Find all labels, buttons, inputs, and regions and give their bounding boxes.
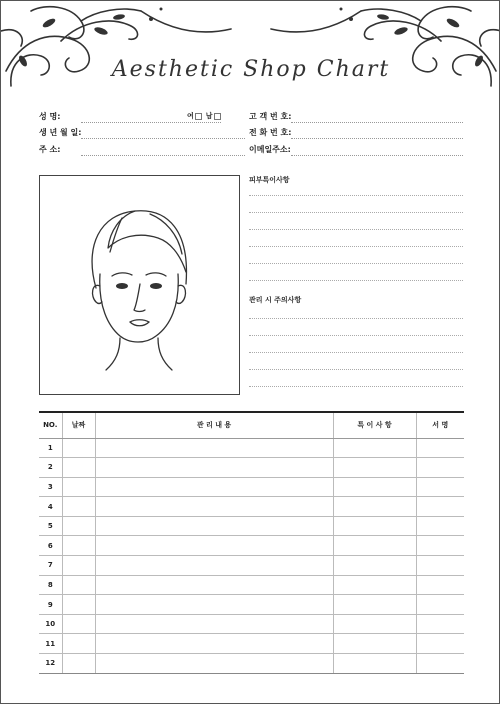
signature-cell[interactable] (416, 556, 464, 576)
remarks-cell[interactable] (333, 477, 416, 497)
header-no: NO. (39, 412, 62, 438)
birthdate-line (81, 138, 245, 139)
remarks-cell[interactable] (333, 536, 416, 556)
row-number-cell: 7 (39, 556, 62, 576)
remarks-cell[interactable] (333, 614, 416, 634)
treatment-cell[interactable] (95, 634, 333, 654)
skin-note-line[interactable] (249, 229, 463, 230)
row-number-cell: 12 (39, 654, 62, 674)
date-cell[interactable] (62, 556, 95, 576)
date-cell[interactable] (62, 654, 95, 674)
row-number-cell: 10 (39, 614, 62, 634)
remarks-cell[interactable] (333, 516, 416, 536)
email-line (291, 155, 463, 156)
treatment-cell[interactable] (95, 516, 333, 536)
phone-field[interactable] (249, 125, 463, 141)
header-remarks: 특 이 사 항 (333, 412, 416, 438)
table-row (39, 536, 464, 556)
signature-cell[interactable] (416, 575, 464, 595)
header-treatment: 관 리 내 용 (95, 412, 333, 438)
remarks-cell[interactable] (333, 595, 416, 615)
treatment-cell[interactable] (95, 477, 333, 497)
signature-cell[interactable] (416, 438, 464, 458)
treatment-cell[interactable] (95, 497, 333, 517)
phone-line (291, 138, 463, 139)
treatment-cell[interactable] (95, 458, 333, 478)
row-number-cell: 9 (39, 595, 62, 615)
date-cell[interactable] (62, 477, 95, 497)
birthdate-label: 생 년 월 일: (39, 128, 82, 137)
care-note-line[interactable] (249, 352, 463, 353)
remarks-cell[interactable] (333, 458, 416, 478)
treatment-cell[interactable] (95, 654, 333, 674)
name-label: 성 명: (39, 112, 61, 121)
row-number-cell: 3 (39, 477, 62, 497)
treatment-log-table (39, 411, 464, 674)
gender-selector (187, 111, 225, 121)
skin-note-line[interactable] (249, 280, 463, 281)
face-illustration-icon (40, 176, 239, 394)
treatment-cell[interactable] (95, 614, 333, 634)
remarks-cell[interactable] (333, 438, 416, 458)
signature-cell[interactable] (416, 458, 464, 478)
table-row (39, 516, 464, 536)
female-label: 여 (187, 112, 194, 120)
table-row (39, 556, 464, 576)
remarks-cell[interactable] (333, 556, 416, 576)
table-row (39, 477, 464, 497)
male-checkbox[interactable] (214, 113, 221, 120)
row-number-cell: 11 (39, 634, 62, 654)
date-cell[interactable] (62, 536, 95, 556)
date-cell[interactable] (62, 458, 95, 478)
customer-number-field[interactable] (249, 109, 463, 125)
signature-cell[interactable] (416, 497, 464, 517)
care-note-line[interactable] (249, 318, 463, 319)
date-cell[interactable] (62, 575, 95, 595)
header-date: 날짜 (62, 412, 95, 438)
table-row (39, 458, 464, 478)
row-number-cell: 1 (39, 438, 62, 458)
address-line (81, 155, 245, 156)
date-cell[interactable] (62, 516, 95, 536)
date-cell[interactable] (62, 497, 95, 517)
signature-cell[interactable] (416, 595, 464, 615)
signature-cell[interactable] (416, 536, 464, 556)
date-cell[interactable] (62, 438, 95, 458)
email-field[interactable] (249, 142, 463, 158)
table-row (39, 634, 464, 654)
skin-note-line[interactable] (249, 195, 463, 196)
email-label: 이메일주소: (249, 145, 291, 154)
signature-cell[interactable] (416, 614, 464, 634)
birthdate-field[interactable] (39, 125, 245, 141)
signature-cell[interactable] (416, 634, 464, 654)
treatment-cell[interactable] (95, 536, 333, 556)
table-row (39, 614, 464, 634)
female-checkbox[interactable] (195, 113, 202, 120)
table-row (39, 654, 464, 674)
remarks-cell[interactable] (333, 497, 416, 517)
signature-cell[interactable] (416, 516, 464, 536)
row-number-cell: 8 (39, 575, 62, 595)
address-label: 주 소: (39, 145, 61, 154)
treatment-cell[interactable] (95, 438, 333, 458)
date-cell[interactable] (62, 614, 95, 634)
treatment-cell[interactable] (95, 556, 333, 576)
row-number-cell: 4 (39, 497, 62, 517)
address-field[interactable] (39, 142, 245, 158)
remarks-cell[interactable] (333, 654, 416, 674)
treatment-cell[interactable] (95, 575, 333, 595)
row-number-cell: 6 (39, 536, 62, 556)
table-row (39, 497, 464, 517)
signature-cell[interactable] (416, 477, 464, 497)
table-row (39, 575, 464, 595)
care-caution-title: 관리 시 주의사항 (249, 296, 302, 304)
page-title: Aesthetic Shop Chart (111, 57, 391, 82)
customer-number-label: 고 객 번 호: (249, 112, 292, 121)
care-note-line[interactable] (249, 369, 463, 370)
skin-note-line[interactable] (249, 212, 463, 213)
date-cell[interactable] (62, 634, 95, 654)
signature-cell[interactable] (416, 654, 464, 674)
skin-notes-title: 피부특이사항 (249, 176, 290, 184)
date-cell[interactable] (62, 595, 95, 615)
care-note-line[interactable] (249, 386, 463, 387)
table-header-row (39, 412, 464, 438)
row-number-cell: 2 (39, 458, 62, 478)
name-line (81, 122, 221, 123)
treatment-cell[interactable] (95, 595, 333, 615)
floral-swirl-icon (1, 1, 500, 101)
table-row (39, 438, 464, 458)
phone-label: 전 화 번 호: (249, 128, 292, 137)
header-signature: 서 명 (416, 412, 464, 438)
table-row (39, 595, 464, 615)
male-label: 남 (205, 112, 213, 120)
skin-note-line[interactable] (249, 263, 463, 264)
customer-number-line (291, 122, 463, 123)
skin-note-line[interactable] (249, 246, 463, 247)
row-number-cell: 5 (39, 516, 62, 536)
table-body (39, 438, 464, 673)
remarks-cell[interactable] (333, 575, 416, 595)
care-note-line[interactable] (249, 335, 463, 336)
remarks-cell[interactable] (333, 634, 416, 654)
face-diagram-box (39, 175, 240, 395)
